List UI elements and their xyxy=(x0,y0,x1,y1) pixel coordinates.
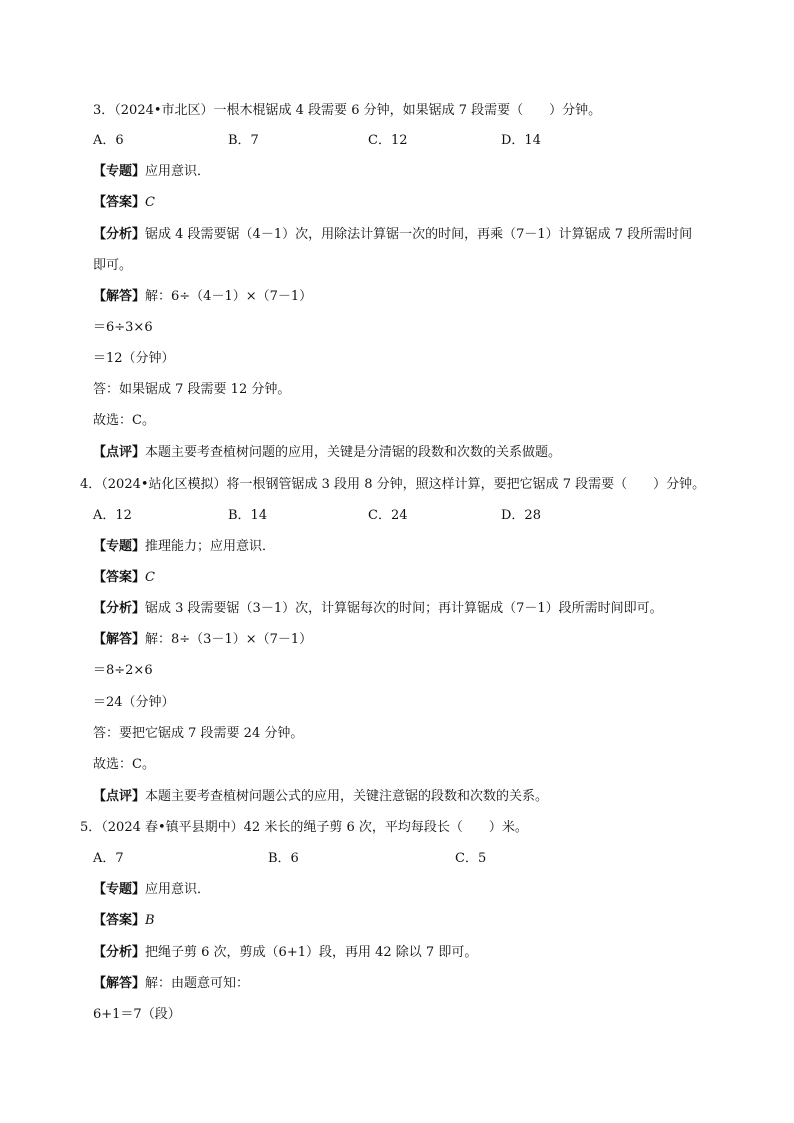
analysis-text: 把绳子剪 6 次，剪成（6+1）段，再用 42 除以 7 即可。 xyxy=(145,945,478,960)
option-a: A．7 xyxy=(93,851,124,866)
option-b: B．14 xyxy=(228,508,268,523)
question-stem: 4．（2024•站化区模拟）将一根钢管锯成 3 段用 8 分钟，照这样计算，要把它锯成 7 段需要（ ）分钟。 xyxy=(80,477,706,492)
topic-tag: 【专题】 xyxy=(93,539,146,554)
solution-step: ＝6÷3×6 xyxy=(93,320,153,335)
comment-text: 本题主要考查植树问题的应用，关键是分清锯的段数和次数的关系做题。 xyxy=(145,445,562,460)
answer-tag: 【答案】 xyxy=(93,195,146,210)
solution-step: ＝24（分钟） xyxy=(93,695,175,710)
analysis-tag: 【分析】 xyxy=(93,945,146,960)
answer-text: B xyxy=(145,913,155,928)
analysis-text: 锯成 4 段需要锯（4－1）次，用除法计算锯一次的时间，再乘（7－1）计算锯成 7 段所需时间 xyxy=(145,227,693,242)
solution-answer: 答：如果锯成 7 段需要 12 分钟。 xyxy=(93,382,291,397)
comment-row xyxy=(93,789,548,805)
analysis-text: 锯成 3 段需要锯（3－1）次，计算锯每次的时间；再计算锯成（7－1）段所需时间即可。 xyxy=(145,601,663,616)
answer-row xyxy=(93,195,155,211)
solution-text: 解：8÷（3－1）×（7－1） xyxy=(145,632,313,647)
comment-row xyxy=(93,445,561,461)
topic-text: 应用意识． xyxy=(145,882,211,897)
topic-row xyxy=(93,164,210,180)
topic-tag: 【专题】 xyxy=(93,164,146,179)
solution-choice: 故选：C。 xyxy=(93,757,155,772)
solution-tag: 【解答】 xyxy=(93,289,146,304)
analysis-row xyxy=(93,227,692,243)
option-c: C．12 xyxy=(368,133,408,148)
answer-text: C xyxy=(145,570,155,585)
topic-tag: 【专题】 xyxy=(93,882,146,897)
analysis-text-cont: 即可。 xyxy=(93,258,133,273)
solution-tag: 【解答】 xyxy=(93,632,146,647)
comment-text: 本题主要考查植树问题公式的应用，关键注意锯的段数和次数的关系。 xyxy=(145,789,549,804)
option-b: B．6 xyxy=(268,851,299,866)
topic-text: 推理能力；应用意识． xyxy=(145,539,276,554)
answer-tag: 【答案】 xyxy=(93,570,146,585)
answer-tag: 【答案】 xyxy=(93,913,146,928)
option-a: A．12 xyxy=(93,508,132,523)
option-d: D．28 xyxy=(501,508,541,523)
question-stem: 5．（2024 春•镇平县期中）42 米长的绳子剪 6 次，平均每段长（ ）米。 xyxy=(80,820,528,835)
comment-tag: 【点评】 xyxy=(93,445,146,460)
solution-step: 6+1＝7（段） xyxy=(93,1007,181,1022)
question-stem: 3．（2024•市北区）一根木棍锯成 4 段需要 6 分钟，如果锯成 7 段需要（ ）分钟。 xyxy=(93,103,602,118)
option-d: D．14 xyxy=(501,133,541,148)
solution-row xyxy=(93,289,312,305)
topic-text: 应用意识． xyxy=(145,164,211,179)
solution-step: ＝8÷2×6 xyxy=(93,663,153,678)
analysis-row xyxy=(93,945,477,961)
solution-step: ＝12（分钟） xyxy=(93,351,175,366)
answer-row xyxy=(93,570,155,586)
topic-row xyxy=(93,882,210,898)
option-a: A．6 xyxy=(93,133,124,148)
solution-text: 解：由题意可知： xyxy=(145,976,250,991)
solution-text: 解：6÷（4－1）×（7－1） xyxy=(145,289,313,304)
analysis-tag: 【分析】 xyxy=(93,601,146,616)
solution-row xyxy=(93,976,249,992)
analysis-row xyxy=(93,601,663,617)
analysis-tag: 【分析】 xyxy=(93,227,146,242)
answer-row xyxy=(93,913,155,929)
topic-row xyxy=(93,539,275,555)
solution-tag: 【解答】 xyxy=(93,976,146,991)
option-c: C．5 xyxy=(455,851,487,866)
option-b: B．7 xyxy=(228,133,259,148)
solution-answer: 答：要把它锯成 7 段需要 24 分钟。 xyxy=(93,726,304,741)
comment-tag: 【点评】 xyxy=(93,789,146,804)
solution-choice: 故选：C。 xyxy=(93,413,155,428)
answer-text: C xyxy=(145,195,155,210)
solution-row xyxy=(93,632,312,648)
option-c: C．24 xyxy=(368,508,408,523)
